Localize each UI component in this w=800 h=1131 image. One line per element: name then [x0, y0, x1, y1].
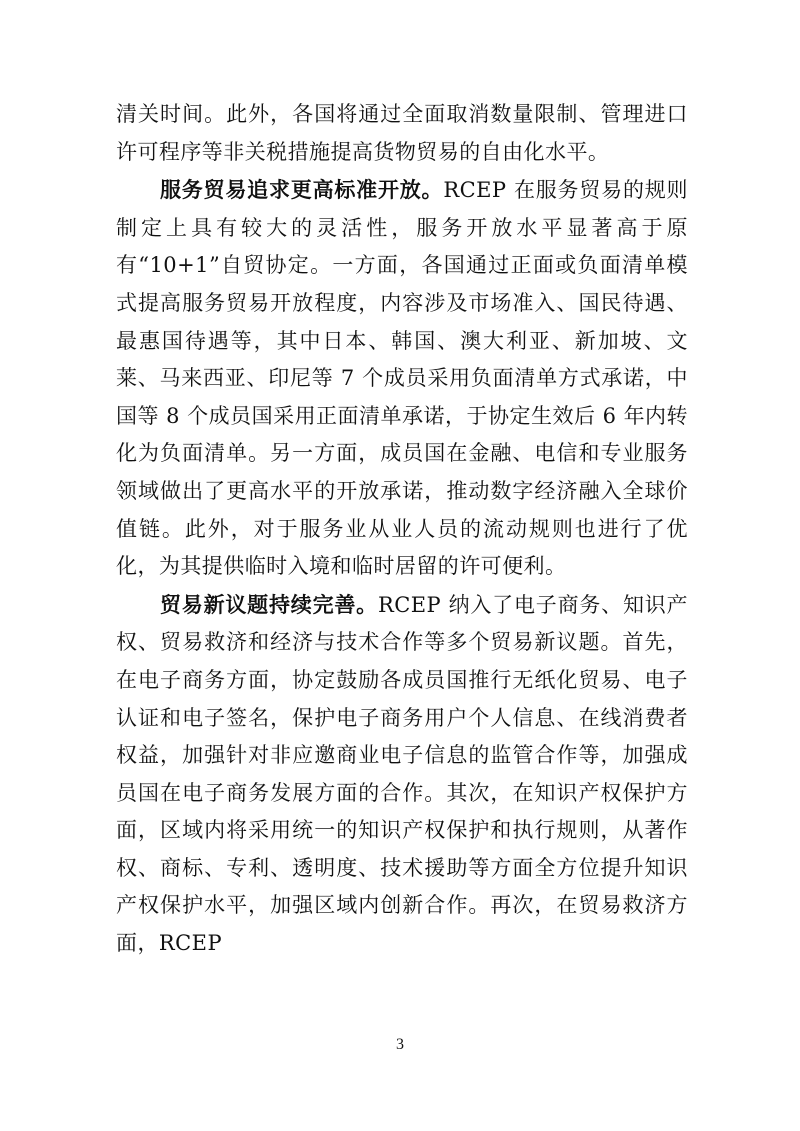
new-trade-issues-body: RCEP 纳入了电子商务、知识产权、贸易救济和经济与技术合作等多个贸易新议题。首先，在电子商务方面，协定鼓励各成员国推行无纸化贸易、电子认证和电子签名，保护电子商务用户个人信息、在线消费者权益，加强针对非应邀商业电子信息的监管合作等，加强成员国在电子商务发展方面的合作。其次，在知识产权保护方面，区域内将采用统一的知识产权保护和执行规则，从著作权、商标、专利、透明度、技术援助等方面全方位提升知识产权保护水平，加强区域内创新合作。再次，在贸易救济方面，RCEP [116, 592, 688, 956]
heading-new-trade-issues: 贸易新议题持续完善。 [160, 591, 378, 617]
paragraph-services-trade [116, 171, 688, 586]
document-body [116, 96, 688, 963]
heading-services-trade: 服务贸易追求更高标准开放。 [160, 177, 444, 203]
paragraph-new-trade-issues [116, 586, 688, 963]
paragraph-continued: 清关时间。此外，各国将通过全面取消数量限制、管理进口许可程序等非关税措施提高货物贸易的自由化水平。 [116, 102, 688, 164]
page-number: 3 [396, 1036, 404, 1053]
services-trade-body: RCEP 在服务贸易的规则制定上具有较大的灵活性，服务开放水平显著高于原有“10+1”自贸协定。一方面，各国通过正面或负面清单模式提高服务贸易开放程度，内容涉及市场准入、国民待遇、最惠国待遇等，其中日本、韩国、澳大利亚、新加坡、文莱、马来西亚、印尼等 7 个成员采用负面清单方式承诺，中国等 8 个成员国采用正面清单承诺，于协定生效后 6 年内转化为负面清单。另一方面，成员国在金融、电信和专业服务领域做出了更高水平的开放承诺，推动数字经济融入全球价值链。此外，对于服务业从业人员的流动规则也进行了优化，为其提供临时入境和临时居留的许可便利。 [116, 178, 688, 579]
